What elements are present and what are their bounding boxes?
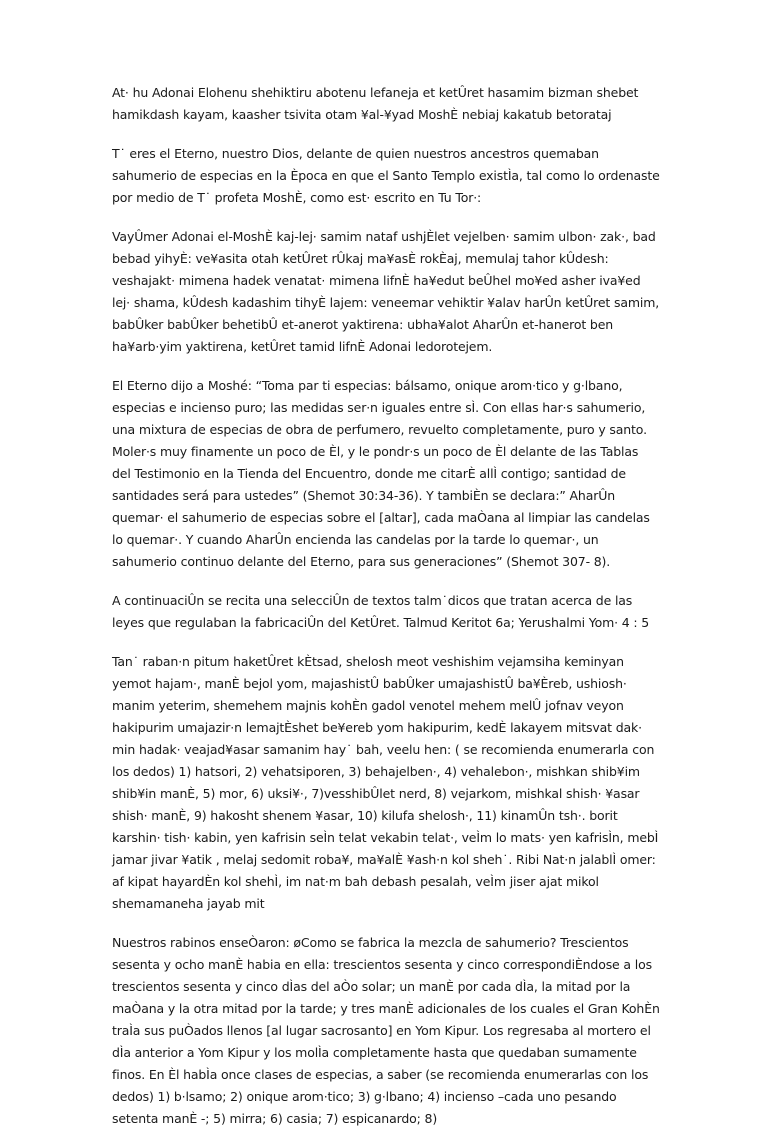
paragraph-translation-torah: El Eterno dijo a Moshé: “Toma par ti especias: bálsamo, onique arom·tico y g·lbano, especias e incienso puro; las medidas ser·n iguales entre sÌ. Con ellas har·s sahumerio, una mixtura de especias de obra de perfumero, revuelto completamente, puro y santo. Moler·s muy finamente un poco de Èl, y le pondr·s un poco de Èl delante de las Tablas del Testimonio en la Tienda del Encuentro, donde me citarÈ allÌ contigo; santidad de santidades será para ustedes” (Shemot 30:34-36). Y tambiÈn se declara:” AharÛn quemar· el sahumerio de especias sobre el [altar], cada maÒana al limpiar las candelas lo quemar·. Y cuando AharÛn encienda las candelas por la tarde lo quemar·, un sahumerio continuo delante del Eterno, para sus generaciones” (Shemot 307- 8). [112,378,650,569]
paragraph-transliteration-talmud: Tan˙ raban·n pitum haketÛret kÈtsad, shelosh meot veshishim vejamsiha keminyan yemot hajam·, manÈ bejol yom, majashistÛ babÛker umajashistÛ ba¥Èreb, ushiosh· manim yeterim, shemehem majnis kohÈn gadol venotel mehem melÛ jofnav veyon hakipurim umajazir·n lemajtÈshet be¥ereb yom hakipurim, kedÈ lakayem mitsvat dak· min hadak· veajad¥asar samanim hay˙ bah, veelu hen: ( se recomienda enumerarla con los dedos) 1) hatsori, 2) vehatsiporen, 3) behajelben·, 4) vehalebon·, mishkan shib¥im shib¥in manÈ, 5) mor, 6) uksi¥·, 7)vesshibÛlet nerd, 8) vejarkom, mishkal shish· ¥asar shish· manÈ, 9) hakosht shenem ¥asar, 10) kilufa shelosh·, 11) kinamÛn tsh·. borit karshin· tish· kabin, yen kafrisin seÌn telat vekabin telat·, veÌm lo mats· yen kafrisÌn, mebÌ jamar jivar ¥atik , melaj sedomit roba¥, ma¥alÈ ¥ash·n kol sheh˙. Ribi Nat·n jalablÌ omer: af kipat hayardÈn kol shehÌ, im nat·m bah debash pesalah, veÌm jiser ajat mikol shemamaneha jayab mit [112,654,659,911]
paragraph-transliteration-torah: VayÛmer Adonai el-MoshÈ kaj-lej· samim nataf ushjÈlet vejelben· samim ulbon· zak·, bad bebad yihyÈ: ve¥asita otah ketÛret rÛkaj ma¥asÈ rokÈaj, memulaj tahor kÛdesh: veshajakt· mimena hadek venatat· mimena lifnÈ ha¥edut beÛhel mo¥ed asher iva¥ed lej· shama, kÛdesh kadashim tihyÈ lajem: veneemar vehiktir ¥alav harÛn ketÛret samim, babÛker babÛker behetibÛ et-anerot yaktirena: ubha¥alot AharÛn et-hanerot ben ha¥arb·yim yaktirena, ketÛret tamid lifnÈ Adonai ledorotejem. [112,229,660,354]
paragraph-transliteration-blessing: At· hu Adonai Elohenu shehiktiru abotenu lefaneja et ketÛret hasamim bizman shebet hamikdash kayam, kaasher tsivita otam ¥al-¥yad MoshÈ nebiaj kakatub betorataj [112,85,639,122]
paragraph-translation-blessing: T˙ eres el Eterno, nuestro Dios, delante de quien nuestros ancestros quemaban sahumerio de especias en la Època en que el Santo Templo existÌa, tal como lo ordenaste por medio de T˙ profeta MoshÈ, como est· escrito en Tu Tor·: [112,146,660,205]
paragraph-introduction-talmud: A continuaciÛn se recita una selecciÛn de textos talm˙dicos que tratan acerca de las leyes que regulaban la fabricaciÛn del KetÛret. Talmud Keritot 6a; Yerushalmi Yom· 4 : 5 [112,593,650,630]
paragraph-translation-talmud: Nuestros rabinos enseÒaron: øComo se fabrica la mezcla de sahumerio? Trescientos sesenta y ocho manÈ habia en ella: trescientos sesenta y cinco correspondiÈndose a los trescientos sesenta y cinco dÌas del aÒo solar; un manÈ por cada dÌa, la mitad por la maÒana y la otra mitad por la tarde; y tres manÈ adicionales de los cuales el Gran KohÈn traÌa sus puÒados llenos [al lugar sacrosanto] en Yom Kipur. Los regresaba al mortero el dÌa anterior a Yom Kipur y los molÌa completamente hasta que quedaban sumamente finos. En Èl habÌa once clases de especias, a saber (se recomienda enumerarlas con los dedos) 1) b·lsamo; 2) onique arom·tico; 3) g·lbano; 4) incienso –cada uno pesando setenta manÈ -; 5) mirra; 6) casia; 7) espicanardo; 8) [112,935,660,1126]
